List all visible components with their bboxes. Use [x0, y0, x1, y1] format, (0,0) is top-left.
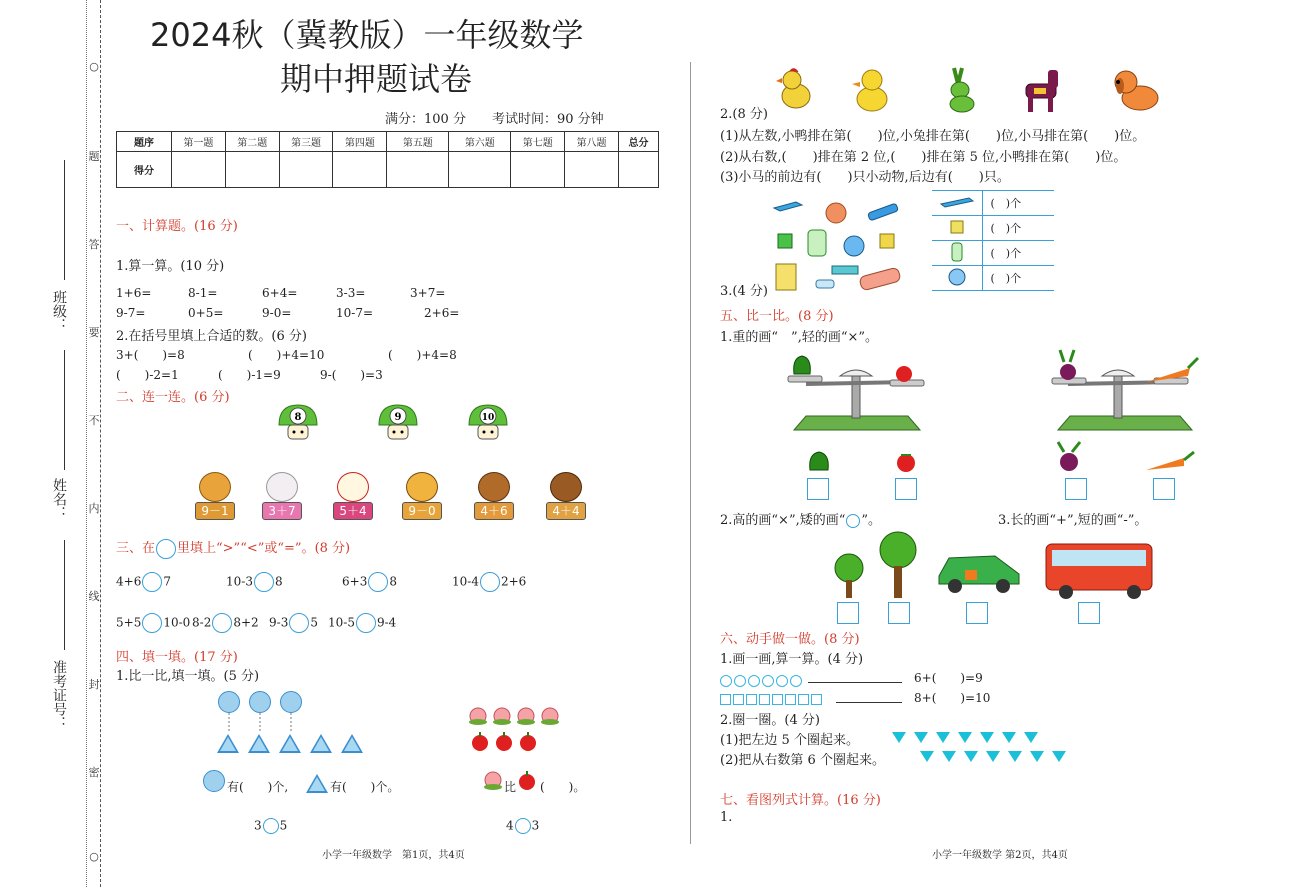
- compare-item: 5+5 10-0: [116, 613, 190, 633]
- mushroom-icon[interactable]: [377, 403, 419, 445]
- rabbit-icon: [940, 66, 980, 114]
- sphere-icon: [844, 236, 864, 256]
- triangle-icon[interactable]: [1008, 751, 1022, 762]
- cylinder-icon: [868, 203, 899, 221]
- compare-circle[interactable]: [515, 818, 531, 834]
- section-5-title: 五、比一比。(8 分): [720, 309, 834, 324]
- cuboid-icon: [832, 266, 858, 274]
- square-shape-icon: [785, 694, 796, 705]
- square-shape-icon: [733, 694, 744, 705]
- peach-icon: [493, 708, 511, 725]
- q6-2-line-1: (1)把左边 5 个圈起来。: [720, 733, 859, 748]
- beet-icon: [1060, 350, 1076, 380]
- triangle-icon[interactable]: [936, 732, 950, 743]
- square-shape-icon: [720, 694, 731, 705]
- fill[interactable]: ( )-1=9: [218, 368, 281, 382]
- animal-tag: 5＋4: [333, 502, 373, 520]
- horse-icon[interactable]: [546, 472, 586, 522]
- margin-circle-bottom: ○: [89, 850, 99, 863]
- compare-circle[interactable]: [368, 572, 388, 592]
- small-tree-icon: [832, 552, 866, 600]
- circle-shape-icon: [734, 675, 746, 687]
- mushroom-icon[interactable]: [467, 403, 509, 445]
- score-header: 第五题: [387, 132, 449, 152]
- page-divider: [690, 62, 691, 844]
- calc: 9-0=: [262, 306, 292, 320]
- circle-shape-icon: [249, 691, 271, 713]
- tomato-icon: [896, 366, 912, 382]
- score-header: 第二题: [225, 132, 279, 152]
- peach-icon: [517, 708, 535, 725]
- square-row: [720, 689, 824, 708]
- balance-scale-icon: [786, 346, 928, 436]
- compare-item: 4+6 7: [116, 572, 171, 592]
- triangle-shape-icon: [306, 774, 328, 793]
- animal-tag: 9－0: [402, 502, 442, 520]
- q6-2-title: 2.圈一圈。(4 分): [720, 713, 820, 728]
- fill[interactable]: 3+( )=8: [116, 348, 185, 362]
- fill[interactable]: ( )-2=1: [116, 368, 179, 382]
- score-cell[interactable]: [619, 152, 659, 188]
- solid-shapes-group: [770, 196, 910, 296]
- eq-2[interactable]: 8+( )=10: [914, 691, 991, 705]
- mushroom-number: 8: [294, 412, 302, 423]
- cylinder-icon: [808, 230, 826, 256]
- q4-1-title: 1.比一比,填一填。(5 分): [116, 669, 260, 684]
- q2-line-1[interactable]: (1)从左数,小鸭排在第( )位,小兔排在第( )位,小马排在第( )位。: [720, 129, 1146, 144]
- animal-tag: 9－1: [195, 502, 235, 520]
- q5-2-text: 2.高的画“×”,矮的画“ ”。: [720, 513, 882, 528]
- cylinder-icon: [859, 267, 901, 291]
- mushroom-number: 10: [481, 413, 495, 423]
- seal-char: 要: [88, 326, 100, 339]
- section-2-title: 二、连一连。(6 分): [116, 390, 230, 405]
- square-shape-icon: [759, 694, 770, 705]
- seal-char: 线: [88, 590, 100, 603]
- section-3-title-b: 里填上“>”“<”或“=”。(8 分): [177, 541, 351, 556]
- calc: 10-7=: [336, 306, 374, 320]
- page-subtitle: 期中押题试卷: [280, 60, 473, 98]
- peach-icon: [469, 708, 487, 725]
- answer-box[interactable]: [888, 602, 910, 624]
- fill[interactable]: ( )+4=10: [248, 348, 325, 362]
- animal-tag: 3＋7: [262, 502, 302, 520]
- triangle-shape-icon: [248, 734, 270, 753]
- circle-shape-icon: [790, 675, 802, 687]
- circle-shape-icon: [720, 675, 732, 687]
- score-cell[interactable]: [172, 152, 226, 188]
- triangle-shape-icon: [279, 734, 301, 753]
- margin-dashed-line: [100, 0, 101, 887]
- compare-4-3: 4 3: [506, 818, 540, 833]
- score-header: 题序: [117, 132, 172, 152]
- circle-shape-icon: [280, 691, 302, 713]
- answer-box[interactable]: [895, 478, 917, 500]
- seal-char: 封: [88, 678, 100, 691]
- compare-item: 10-3 8: [226, 572, 283, 592]
- carrot-icon: [1144, 450, 1196, 474]
- compare-item: 10-4 2+6: [452, 572, 526, 592]
- circle-row: [720, 670, 804, 689]
- balance-scale-icon: [1050, 346, 1200, 436]
- triangle-icon[interactable]: [958, 732, 972, 743]
- triangle-icon[interactable]: [1002, 732, 1016, 743]
- triangle-icon[interactable]: [980, 732, 994, 743]
- puppy-icon: [1112, 66, 1162, 116]
- tomato-icon: [894, 450, 918, 474]
- animal-tag: 4＋4: [546, 502, 586, 520]
- mushroom-icon[interactable]: [277, 403, 319, 445]
- eq-1[interactable]: 6+( )=9: [914, 671, 983, 685]
- calc: 8-1=: [188, 286, 218, 300]
- calc: 0+5=: [188, 306, 224, 320]
- triangle-icon[interactable]: [892, 732, 906, 743]
- triangle-icon[interactable]: [1030, 751, 1044, 762]
- class-label: 班级：: [51, 290, 67, 332]
- compare-circle[interactable]: [480, 572, 500, 592]
- q2-line-3[interactable]: (3)小马的前边有( )只小动物,后边有( )只。: [720, 170, 1010, 185]
- sphere-icon: [826, 203, 846, 223]
- name-label: 姓名：: [51, 478, 67, 520]
- rooster-icon[interactable]: [333, 472, 373, 522]
- q2-line-2[interactable]: (2)从右数,( )排在第 2 位,( )排在第 5 位,小鸭排在第( )位。: [720, 150, 1127, 165]
- fill[interactable]: 9-( )=3: [320, 368, 383, 382]
- square-shape-icon: [772, 694, 783, 705]
- fill-triangles[interactable]: 有( )个。: [330, 780, 400, 794]
- compare-circle[interactable]: [254, 572, 274, 592]
- id-line: [64, 540, 65, 650]
- compare-circle[interactable]: [263, 818, 279, 834]
- answer-box[interactable]: [1065, 478, 1087, 500]
- section-4-title: 四、填一填。(17 分): [116, 650, 238, 665]
- peach-icon: [482, 770, 504, 792]
- cube-icon: [932, 216, 982, 241]
- draw-line[interactable]: [836, 702, 902, 703]
- cuboid-icon: [932, 191, 982, 216]
- triangle-shape-icon: [341, 734, 363, 753]
- q2-title: 2.(8 分): [720, 107, 768, 122]
- answer-box[interactable]: [837, 602, 859, 624]
- circle-shape-icon: [776, 675, 788, 687]
- triangle-icon[interactable]: [986, 751, 1000, 762]
- margin-circle-top: ○: [89, 60, 99, 73]
- triangle-shape-icon: [217, 734, 239, 753]
- cuboid-icon: [774, 202, 802, 211]
- triangle-icon[interactable]: [942, 751, 956, 762]
- answer-box[interactable]: [966, 602, 988, 624]
- square-shape-icon: [798, 694, 809, 705]
- compare-item: 9-3 5: [269, 613, 318, 633]
- calc: 3+7=: [410, 286, 446, 300]
- mushroom-number: 9: [394, 412, 402, 423]
- compare-word: 比: [504, 780, 517, 794]
- section-3-title-a: 三、在: [116, 541, 156, 556]
- chick-icon: [776, 68, 816, 112]
- margin-dotted-line: [86, 0, 87, 887]
- seal-char: 密: [88, 766, 100, 779]
- square-shape-icon: [746, 694, 757, 705]
- cylinder-icon: [932, 241, 982, 266]
- duckling-icon: [852, 66, 890, 114]
- calc: 1+6=: [116, 286, 152, 300]
- circle-shape-icon: [748, 675, 760, 687]
- section-6-title: 六、动手做一做。(8 分): [720, 632, 860, 647]
- pepper-icon: [806, 448, 832, 474]
- answer-box[interactable]: [1078, 602, 1100, 624]
- q7-1-label: 1.: [720, 810, 733, 825]
- cube-icon: [880, 234, 894, 248]
- peach-icon: [541, 708, 559, 725]
- triangle-icon[interactable]: [914, 732, 928, 743]
- score-header: 第七题: [511, 132, 565, 152]
- count-cell[interactable]: ( )个: [982, 216, 1054, 241]
- exam-info: 满分：100 分 考试时间：90 分钟: [385, 112, 604, 127]
- score-header: 总分: [619, 132, 659, 152]
- compare-item: 10-5 9-4: [328, 613, 396, 633]
- triangle-shape-icon: [310, 734, 332, 753]
- horse-toy-icon: [1018, 66, 1064, 116]
- circle-shape-icon: [762, 675, 774, 687]
- shape-count-table: [932, 190, 1054, 291]
- car-icon: [935, 546, 1023, 594]
- id-label: 准考证号：: [51, 660, 67, 730]
- triangle-icon[interactable]: [1052, 751, 1066, 762]
- circle-icon: [156, 539, 176, 559]
- score-cell[interactable]: [511, 152, 565, 188]
- fill-fruit[interactable]: ( )。: [540, 780, 586, 794]
- score-cell[interactable]: [225, 152, 279, 188]
- q6-1-title: 1.画一画,算一算。(4 分): [720, 652, 864, 667]
- apple-icon: [472, 732, 488, 751]
- score-cell[interactable]: [387, 152, 449, 188]
- count-cell[interactable]: ( )个: [982, 191, 1054, 216]
- compare-3-5: 3 5: [254, 818, 288, 833]
- section-1-title: 一、计算题。(16 分): [116, 219, 238, 234]
- answer-box[interactable]: [1153, 478, 1175, 500]
- name-line: [64, 350, 65, 470]
- score-header: 第一题: [172, 132, 226, 152]
- apple-icon: [520, 732, 536, 751]
- calc: 6+4=: [262, 286, 298, 300]
- q5-3-text: 3.长的画“+”,短的画“-”。: [998, 513, 1148, 528]
- circle-shape-icon: [218, 691, 240, 713]
- answer-box[interactable]: [807, 478, 829, 500]
- triangle-icon[interactable]: [920, 751, 934, 762]
- score-row-label: 得分: [117, 152, 172, 188]
- triangle-icon[interactable]: [964, 751, 978, 762]
- dotted-guide-lines: [215, 713, 295, 735]
- apple-icon: [496, 732, 512, 751]
- dog-icon[interactable]: [402, 472, 442, 522]
- cube-icon: [776, 264, 796, 290]
- seal-char: 内: [88, 502, 100, 515]
- compare-circle[interactable]: [356, 613, 376, 633]
- footer-left: 小学一年级数学 第1页，共4页: [322, 850, 465, 861]
- sheep-icon[interactable]: [262, 472, 302, 522]
- score-cell[interactable]: [565, 152, 619, 188]
- square-shape-icon: [811, 694, 822, 705]
- section-7-title: 七、看图列式计算。(16 分): [720, 793, 881, 808]
- calc: 9-7=: [116, 306, 146, 320]
- circle-icon: [846, 514, 860, 528]
- class-line: [64, 160, 65, 280]
- fruit-group: [468, 704, 564, 754]
- beet-icon: [1054, 440, 1084, 474]
- compare-circle[interactable]: [142, 572, 162, 592]
- cylinder-icon: [816, 280, 834, 288]
- bus-icon: [1044, 542, 1156, 600]
- triangle-icon[interactable]: [1024, 732, 1038, 743]
- score-header: 第四题: [333, 132, 387, 152]
- seal-char: 答: [88, 238, 100, 251]
- seal-char: 不: [88, 414, 100, 427]
- apple-icon: [516, 770, 538, 792]
- score-header: 第六题: [449, 132, 511, 152]
- pepper-icon: [794, 356, 811, 374]
- compare-circle[interactable]: [142, 613, 162, 633]
- score-table: [116, 131, 659, 188]
- score-header: 第三题: [279, 132, 333, 152]
- count-cell[interactable]: ( )个: [982, 241, 1054, 266]
- section-3-title: [116, 537, 350, 559]
- score-cell[interactable]: [279, 152, 333, 188]
- draw-line[interactable]: [808, 682, 902, 683]
- compare-circle[interactable]: [289, 613, 309, 633]
- compare-item: 6+3 8: [342, 572, 397, 592]
- page-title: 2024秋（冀教版）一年级数学: [150, 16, 584, 54]
- cube-icon: [778, 234, 792, 248]
- sphere-icon: [932, 266, 982, 291]
- seal-char: 题: [88, 150, 100, 163]
- q6-2-line-2: (2)把从右数第 6 个圈起来。: [720, 753, 885, 768]
- score-cell[interactable]: [333, 152, 387, 188]
- compare-circle[interactable]: [212, 613, 232, 633]
- q1-1-title: 1.算一算。(10 分): [116, 259, 225, 274]
- q5-1-text: 1.重的画“ ”,轻的画“×”。: [720, 330, 879, 345]
- animal-tag: 4＋6: [474, 502, 514, 520]
- calc: 2+6=: [424, 306, 460, 320]
- fill[interactable]: ( )+4=8: [388, 348, 457, 362]
- count-cell[interactable]: ( )个: [982, 266, 1054, 291]
- score-cell[interactable]: [449, 152, 511, 188]
- score-header: 第八题: [565, 132, 619, 152]
- monkey-icon[interactable]: [474, 472, 514, 522]
- footer-right: 小学一年级数学 第2页，共4页: [932, 850, 1068, 861]
- q3-title: 3.(4 分): [720, 284, 768, 299]
- calc: 3-3=: [336, 286, 366, 300]
- compare-item: 8-2 8+2: [192, 613, 259, 633]
- circle-shape-icon: [203, 770, 225, 792]
- cow-icon[interactable]: [195, 472, 235, 522]
- tall-tree-icon: [878, 528, 918, 600]
- q1-2-title: 2.在括号里填上合适的数。(6 分): [116, 329, 307, 344]
- fill-circles[interactable]: 有( )个,: [227, 780, 289, 794]
